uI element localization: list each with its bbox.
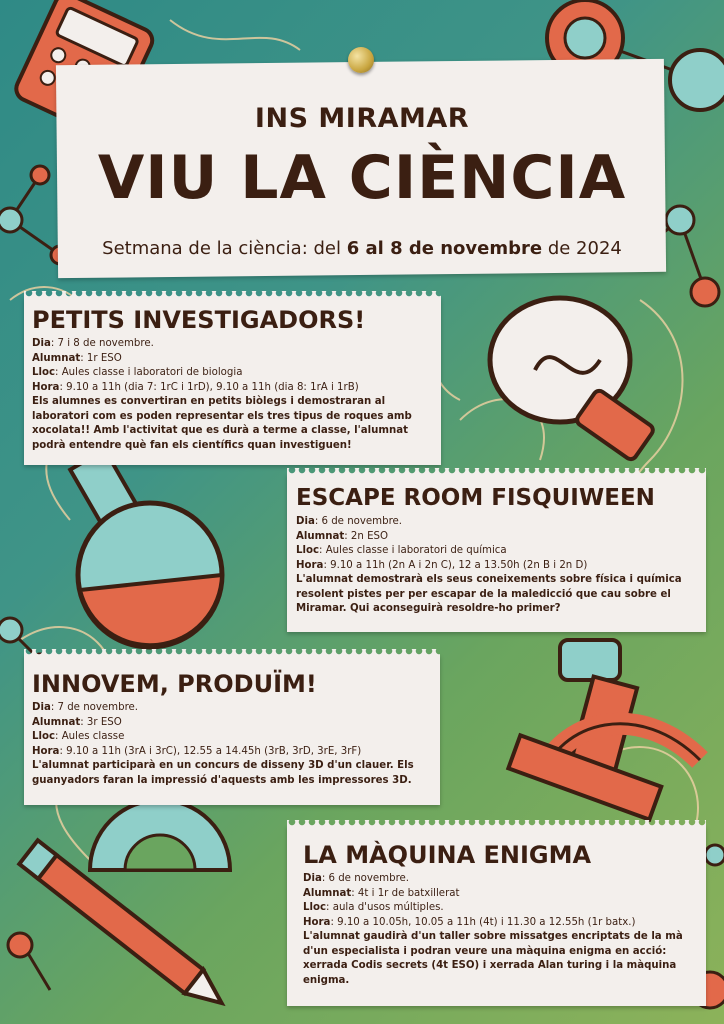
label-dia: Dia (296, 516, 315, 528)
label-lloc: Lloc (32, 731, 56, 743)
activity-place: aula d'usos múltiples. (332, 902, 444, 914)
label-alumnat: Alumnat (32, 716, 81, 728)
activity-description: L'alumnat participarà en un concurs de disseny 3D d'un clauer. Els guanyadors faran la impressió d'aquests amb les impressores 3D. (32, 760, 414, 786)
activity-students: 3r ESO (86, 716, 122, 728)
activity-title: ESCAPE ROOM FISQUIWEEN (296, 485, 655, 511)
label-lloc: Lloc (32, 367, 56, 379)
label-hora: Hora (303, 916, 331, 928)
activity-description: L'alumnat gaudirà d'un taller sobre missatges encriptats de la mà d'un especialista i podran veure una màquina enigma en acció: xerrada Codis secrets (4t ESO) i xerrada Alan turing i la màquina enigma. (303, 931, 683, 986)
label-alumnat: Alumnat (32, 352, 81, 364)
activity-description: L'alumnat demostrarà els seus coneixements sobre física i química resolent pistes per per escapar de la maledicció que cau sobre el Miramar. Qui aconseguirà resoldre-ho primer? (296, 574, 682, 615)
subtitle-year: de 2024 (542, 238, 622, 259)
label-lloc: Lloc (296, 545, 320, 557)
label-hora: Hora (32, 745, 60, 757)
activity-card-2: ESCAPE ROOM FISQUIWEEN Dia: 6 de novembre. Alumnat: 2n ESO Lloc: Aules classe i laboratori de química Hora: 9.10 a 11h (2n A i 2n C), 12 a 13.50h (2n B i 2n D) L'alumnat demostrarà els seus coneixements sobre física i química resolent pistes per per escapar de la maledicció que cau sobre el Miramar. Qui aconseguirà resoldre-ho primer? (287, 474, 706, 632)
label-dia: Dia (32, 702, 51, 714)
microscope-icon (508, 640, 700, 820)
molecule-node-icon (0, 208, 22, 232)
activity-students: 4t i 1r de batxillerat (357, 887, 460, 899)
activity-description: Els alumnes es convertiran en petits biòlegs i demostraran al laboratori com es poden representar els tres tipus de roques amb xocolata!! Amb l'activitat que es durà a terme a classe, l'alumnat podrà entendre què fan els científics quan investiguen! (32, 396, 412, 451)
activity-card-3: INNOVEM, PRODUÏM! Dia: 7 de novembre. Alumnat: 3r ESO Lloc: Aules classe Hora: 9.10 a 11h (3rA i 3rC), 12.55 a 14.45h (3rB, 3rD, 3rE, 3rF) L'alumnat participarà en un concurs de disseny 3D d'un clauer. Els guanyadors faran la impressió d'aquests amb les impressores 3D. (24, 655, 440, 805)
activity-time: 9.10 a 11h (2n A i 2n C), 12 a 13.50h (2n B i 2n D) (330, 559, 588, 571)
label-lloc: Lloc (303, 902, 327, 914)
poster-subtitle (0, 238, 724, 259)
pushpin-icon (348, 47, 374, 73)
activity-card-4: LA MÀQUINA ENIGMA Dia: 6 de novembre. Alumnat: 4t i 1r de batxillerat Lloc: aula d'usos múltiples. Hora: 9.10 a 10.05h, 10.05 a 11h (4t) i 11.30 a 12.55h (1r batx.) L'alumnat gaudirà d'un taller sobre missatges encriptats de la mà d'un especialista i podran veure una màquina enigma en acció: xerrada Codis secrets (4t ESO) i xerrada Alan turing i la màquina enigma. (287, 826, 706, 1006)
subtitle-text: Setmana de la ciència: del (102, 238, 347, 259)
activity-day: 7 i 8 de novembre. (57, 338, 154, 350)
activity-place: Aules classe i laboratori de biologia (61, 367, 243, 379)
activity-place: Aules classe i laboratori de química (325, 545, 507, 557)
poster-title: VIU LA CIÈNCIA (97, 143, 627, 213)
activity-place: Aules classe (61, 731, 125, 743)
protractor-icon (90, 800, 230, 870)
label-alumnat: Alumnat (296, 530, 345, 542)
activity-students: 2n ESO (350, 530, 389, 542)
activity-time: 9.10 a 11h (dia 7: 1rC i 1rD), 9.10 a 11h (dia 8: 1rA i 1rB) (66, 381, 359, 393)
activity-day: 6 de novembre. (321, 516, 403, 528)
school-name: INS MIRAMAR (254, 103, 470, 134)
light-bulb-icon (490, 298, 655, 461)
label-alumnat: Alumnat (303, 887, 352, 899)
activity-students: 1r ESO (86, 352, 122, 364)
activity-title: PETITS INVESTIGADORS! (32, 306, 366, 334)
label-hora: Hora (296, 559, 324, 571)
activity-day: 7 de novembre. (57, 702, 139, 714)
activity-time: 9.10 a 10.05h, 10.05 a 11h (4t) i 11.30 a 12.55h (1r batx.) (337, 916, 636, 928)
activity-card-1: PETITS INVESTIGADORS! Dia: 7 i 8 de novembre. Alumnat: 1r ESO Lloc: Aules classe i laboratori de biologia Hora: 9.10 a 11h (dia 7: 1rC i 1rD), 9.10 a 11h (dia 8: 1rA i 1rB) Els alumnes es convertiran en petits biòlegs i demostraran al laboratori com es poden representar els tres tipus de roques amb xocolata!! Amb l'activitat que es durà a terme a classe, l'alumnat podrà entendre què fan els científics quan investiguen! (24, 297, 441, 465)
label-hora: Hora (32, 381, 60, 393)
label-dia: Dia (303, 873, 322, 885)
flask-icon (70, 450, 222, 647)
activity-title: INNOVEM, PRODUÏM! (32, 670, 317, 698)
label-dia: Dia (32, 338, 51, 350)
activity-day: 6 de novembre. (328, 873, 410, 885)
activity-title: LA MÀQUINA ENIGMA (303, 841, 592, 869)
activity-time: 9.10 a 11h (3rA i 3rC), 12.55 a 14.45h (3rB, 3rD, 3rE, 3rF) (66, 745, 362, 757)
subtitle-dates: 6 al 8 de novembre (346, 238, 543, 259)
